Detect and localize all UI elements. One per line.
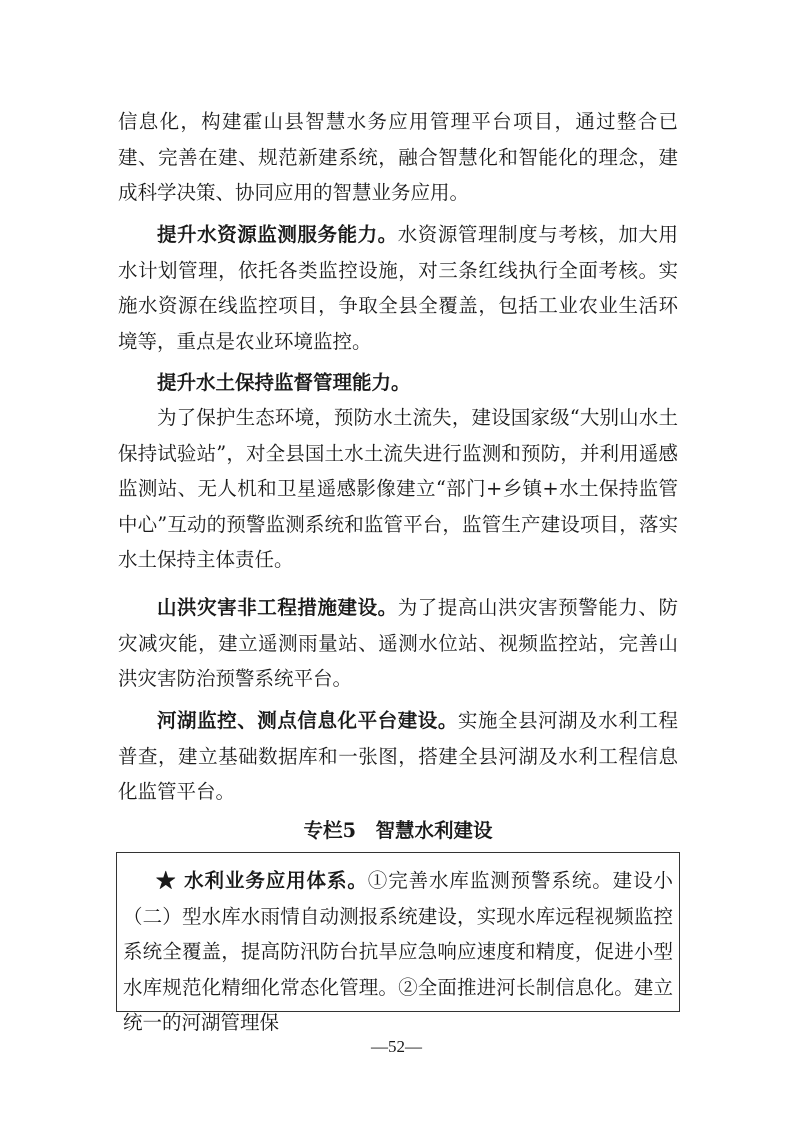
paragraph-lead-heading: 提升水土保持监督管理能力。 xyxy=(157,371,411,394)
paragraph-text: 为了提高山洪灾害预警能力、防灾减灾能，建立遥测雨量站、遥测水位站、视频监控站，完善山洪灾害防治预警系统平台。 xyxy=(118,596,678,690)
column-box xyxy=(116,852,680,1034)
column-paragraph xyxy=(123,863,673,1041)
paragraph-smart-water-platform xyxy=(118,104,678,211)
page-number: —52— xyxy=(371,1037,422,1056)
column-text: ①完善水库监测预警系统。建设小（二）型水库水雨情自动测报系统建设，实现水库远程视频监控系统全覆盖，提高防汛防台抗旱应急响应速度和精度，促进小型水库规范化精细化常态化管理。②全面推进河长制信息化。建立统一的河湖管理保 xyxy=(123,869,673,1034)
paragraph-flood-disaster xyxy=(118,590,678,697)
paragraph-text: 水资源管理制度与考核，加大用水计划管理，依托各类监控设施，对三条红线执行全面考核。实施水资源在线监控项目，争取全县全覆盖，包括工业农业生活环境等，重点是农业环境监控。 xyxy=(118,223,678,353)
paragraph-text: 实施全县河湖及水利工程普查，建立基础数据库和一张图，搭建全县河湖及水利工程信息化监管平台。 xyxy=(118,709,678,803)
paragraph-lead-heading: 山洪灾害非工程措施建设。 xyxy=(157,596,398,619)
paragraph-text: 信息化，构建霍山县智慧水务应用管理平台项目，通过整合已建、完善在建、规范新建系统，融合智慧化和智能化的理念，建成科学决策、协同应用的智慧业务应用。 xyxy=(118,110,678,204)
column-heading: 专栏5 智慧水利建设 xyxy=(303,819,493,842)
paragraph-river-lake-monitoring xyxy=(118,703,678,810)
paragraph-soil-conservation xyxy=(118,400,678,578)
column-lead-heading: ★ 水利业务应用体系。 xyxy=(156,869,368,892)
paragraph-lead-heading: 河湖监控、测点信息化平台建设。 xyxy=(157,709,458,732)
paragraph-water-resources xyxy=(118,217,678,359)
subheading-soil-conservation xyxy=(118,365,678,401)
paragraph-text: 为了保护生态环境，预防水土流失，建设国家级“大别山水土保持试验站”，对全县国土水土流失进行监测和预防，并利用遥感监测站、无人机和卫星遥感影像建立“部门+乡镇+水土保持监管中心”互动的预警监测系统和监管平台，监管生产建设项目，落实水土保持主体责任。 xyxy=(118,406,678,571)
paragraph-lead-heading: 提升水资源监测服务能力。 xyxy=(157,223,398,246)
